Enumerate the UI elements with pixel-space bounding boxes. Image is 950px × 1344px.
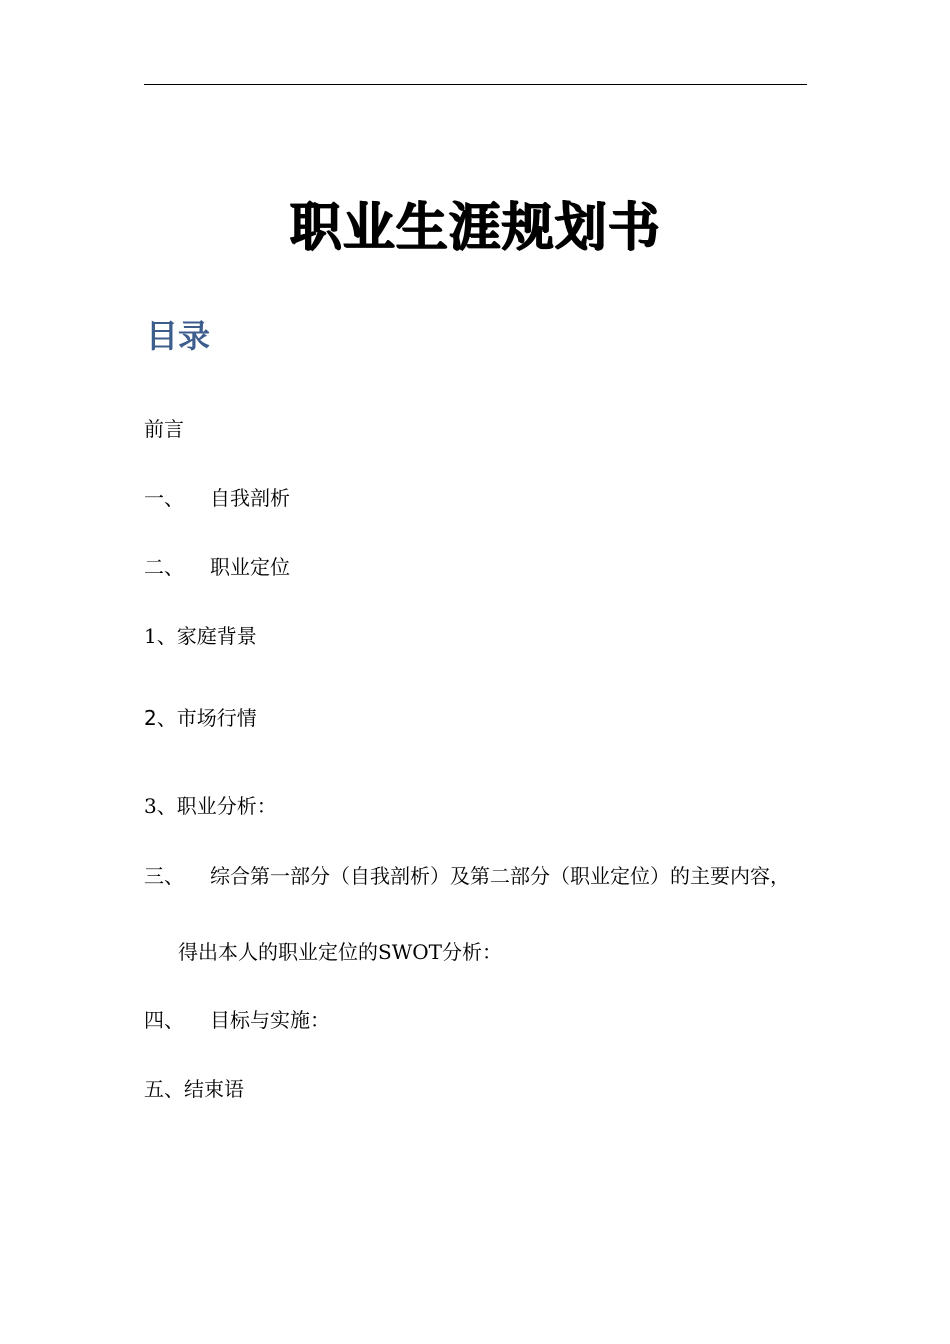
toc-item-2-1 bbox=[144, 622, 257, 650]
toc-item-text: 自我剖析 bbox=[210, 486, 290, 510]
toc-item-text: 家庭背景 bbox=[176, 624, 257, 648]
toc-item-text: 职业定位 bbox=[210, 555, 290, 579]
toc-item-2-3 bbox=[144, 792, 277, 820]
toc-item-number: 一、 bbox=[144, 486, 184, 510]
toc-item-number: 3、 bbox=[144, 794, 177, 818]
header-rule bbox=[144, 84, 807, 85]
toc-heading: 目录 bbox=[146, 317, 211, 355]
toc-item-text: 结束语 bbox=[184, 1077, 244, 1101]
toc-item-number: 1、 bbox=[144, 624, 177, 648]
toc-item-text: 目标与实施： bbox=[210, 1008, 330, 1032]
toc-item-number: 四、 bbox=[144, 1008, 184, 1032]
toc-item-3-continuation: 得出本人的职业定位的SWOT分析： bbox=[178, 940, 502, 964]
toc-item-preface bbox=[144, 415, 184, 443]
toc-item-text: 前言 bbox=[144, 417, 184, 441]
toc-item-number: 2、 bbox=[144, 706, 177, 730]
toc-item-text: 市场行情 bbox=[176, 706, 257, 730]
toc-item-4 bbox=[144, 1006, 330, 1034]
toc-item-text: 职业分析： bbox=[176, 794, 277, 818]
toc-item-number: 三、 bbox=[144, 864, 184, 888]
toc-item-1 bbox=[144, 484, 290, 512]
toc-item-5 bbox=[144, 1075, 244, 1103]
toc-item-number: 二、 bbox=[144, 555, 184, 579]
toc-item-number: 五、 bbox=[144, 1077, 184, 1101]
toc-item-2 bbox=[144, 553, 290, 581]
toc-item-2-2 bbox=[144, 704, 257, 732]
document-title: 职业生涯规划书 bbox=[289, 198, 661, 258]
toc-item-3 bbox=[144, 862, 790, 890]
toc-item-text: 综合第一部分（自我剖析）及第二部分（职业定位）的主要内容， bbox=[210, 864, 790, 888]
